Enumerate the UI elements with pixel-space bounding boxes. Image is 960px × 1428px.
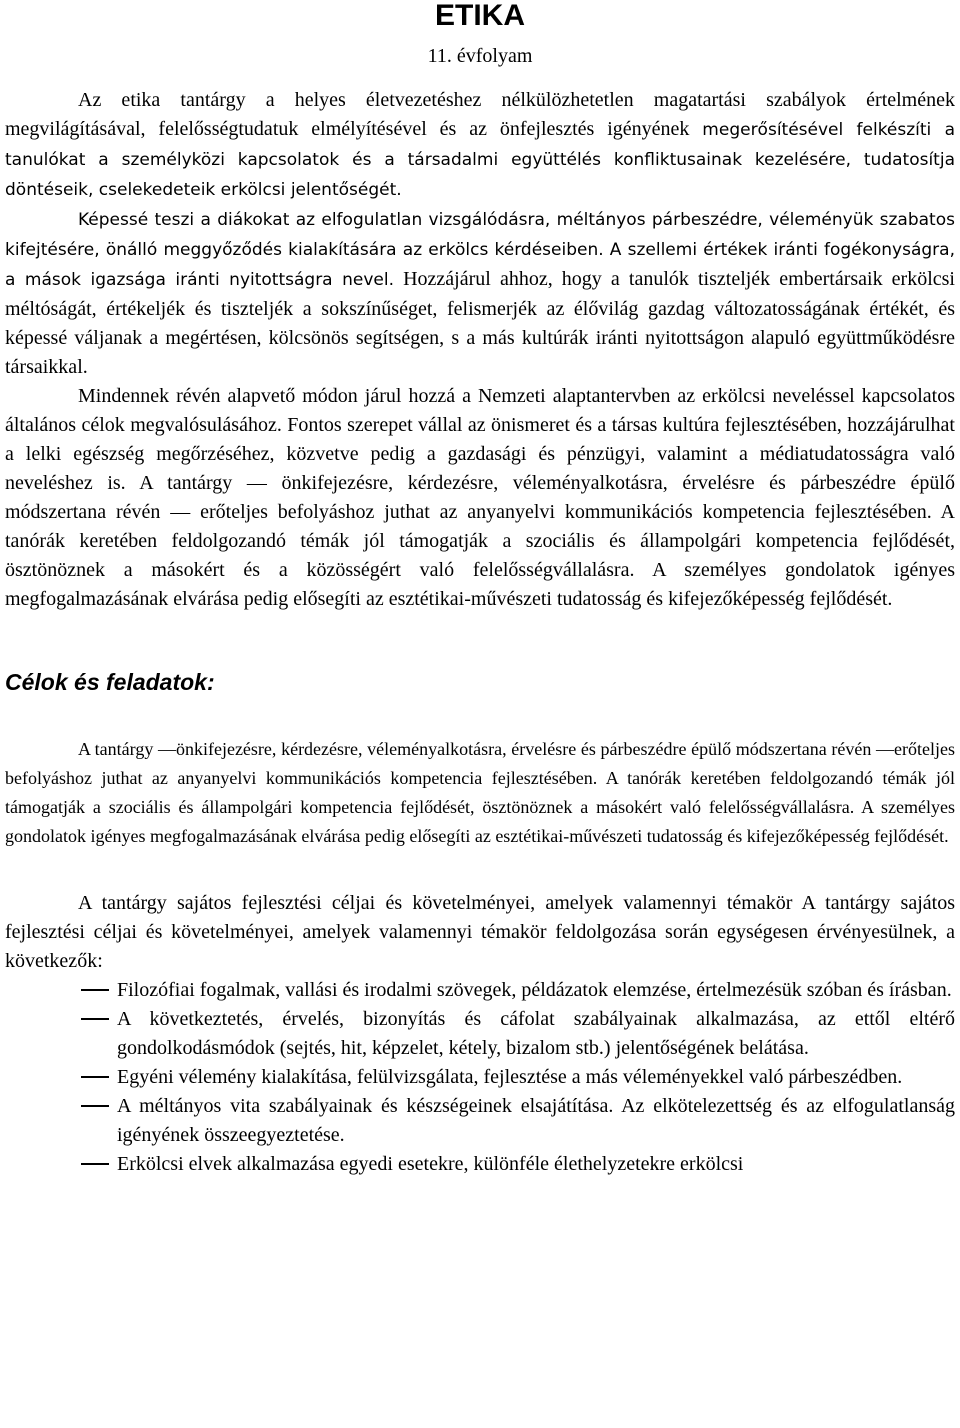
list-item — [5, 1150, 955, 1179]
intro-paragraph-2 — [5, 205, 955, 382]
list-item — [5, 976, 955, 1005]
grade-subtitle: 11. évfolyam — [427, 45, 533, 67]
dash-bullet-icon — [81, 1076, 109, 1078]
intro-paragraph-1-serif: Az etika tantárgy a helyes életvezetéshez nélkülözhetetlen magatartási szabályok értelmének megvilágításával, felelősségtudatuk elmélyítésével és az önfejlesztés igényének — [5, 89, 955, 140]
requirements-intro: A tantárgy sajátos fejlesztési céljai és követelményei, amelyek valamennyi témakör A tantárgy sajátos fejlesztési céljai és követelményei, amelyek valamennyi témakör feldolgozása során egységesen érvényesülnek, a következők: — [5, 892, 955, 972]
goals-paragraph: A tantárgy —önkifejezésre, kérdezésre, véleményalkotásra, érvelésre és párbeszédre épülő módszertana révén —erőteljes befolyáshoz juthat az anyanyelvi kommunikációs kompetencia fejlesztésében. A tanórák keretében feldolgozandó témák jól támogatják a szociális és állampolgári kompetencia fejlődését, ösztönöznek a másokért való felelősségvállalásra. A személyes gondolatok igényes megfogalmazásának elvárása pedig elősegíti az esztétikai-művészeti tudatosság és kifejezőképesség fejlődését. — [5, 739, 955, 846]
list-item-text: Egyéni vélemény kialakítása, felülvizsgálata, fejlesztése a más véleményekkel való párbeszédben. — [117, 1066, 903, 1088]
intro-paragraph-3: Mindennek révén alapvető módon járul hozzá a Nemzeti alaptantervben az erkölcsi neveléssel kapcsolatos általános célok megvalósulásához. Fontos szerepet vállal az önismeret és a társas kultúra fejlesztésében, hozzájárulhat a lelki egészség megőrzéséhez, közvetve pedig a gazdasági és pénzügyi, valamint a médiatudatosságra való neveléshez is. A tantárgy — önkifejezésre, kérdezésre, véleményalkotásra, érvelésre és párbeszédre épülő módszertana révén — erőteljes befolyáshoz juthat az anyanyelvi kommunikációs kompetencia fejlesztésében. A tanórák keretében feldolgozandó témák jól támogatják a szociális és állampolgári kompetencia fejlődését, ösztönöznek a másokért és a közösségért való felelősségvállalásra. A személyes gondolatok igényes megfogalmazásának elvárása pedig elősegíti az esztétikai-művészeti tudatosság és kifejezőképesség fejlődését. — [5, 385, 955, 610]
dash-bullet-icon — [81, 1105, 109, 1107]
list-item-text: Erkölcsi elvek alkalmazása egyedi esetekre, különféle élethelyzetekre erkölcsi — [117, 1153, 744, 1175]
dash-bullet-icon — [81, 989, 109, 991]
list-item-text: A méltányos vita szabályainak és készségeinek elsajátítása. Az elkötelezettség és az elfogulatlanság igényének összeegyeztetése. — [117, 1095, 955, 1146]
requirements-list — [5, 976, 955, 1179]
intro-paragraph-1-sans: megerősítésével felkészíti a tanulókat a személyközi kapcsolatok és a társadalmi együttélés konfliktusainak kezelésére, tudatosítja döntéseik, cselekedeteik erkölcsi jelentőségét. — [5, 120, 956, 200]
dash-bullet-icon — [81, 1163, 109, 1165]
list-item-text: Filozófiai fogalmak, vallási és irodalmi szövegek, példázatok elemzése, értelmezésük szóban és írásban. — [117, 979, 952, 1001]
dash-bullet-icon — [81, 1018, 109, 1020]
list-item-text: A következtetés, érvelés, bizonyítás és cáfolat szabályainak alkalmazása, az ettől eltérő gondolkodásmódok (sejtés, hit, képzelet, kétely, bizalom stb.) jelentőségének belátása. — [117, 1008, 955, 1059]
intro-paragraph-2-serif: Hozzájárul ahhoz, hogy a tanulók tiszteljék embertársaik erkölcsi méltóságát, értékeljék és tiszteljék a sokszínűséget, felismerjék az élővilág gazdag változatosságának értékét, és képessé váljanak a megértésen, kölcsönös segítségen, s a más kultúrák iránti nyitottságon alapuló együttműködésre társaikkal. — [5, 268, 955, 378]
document-title: ETIKA — [435, 0, 525, 32]
intro-paragraph-1 — [5, 86, 955, 205]
list-item — [5, 1005, 955, 1063]
intro-paragraph-2-sans: Képessé teszi a diákokat az elfogulatlan vizsgálódásra, méltányos párbeszédre, véleményük szabatos kifejtésére, önálló meggyőződés kialakítására az erkölcs kérdéseiben. A szellemi értékek iránti fogékonyságra, a mások igazsága iránti nyitottságra nevel. — [5, 210, 955, 290]
list-item — [5, 1092, 955, 1150]
goals-heading: Célok és feladatok: — [5, 669, 215, 695]
list-item — [5, 1063, 955, 1092]
document-page — [5, 0, 955, 1179]
